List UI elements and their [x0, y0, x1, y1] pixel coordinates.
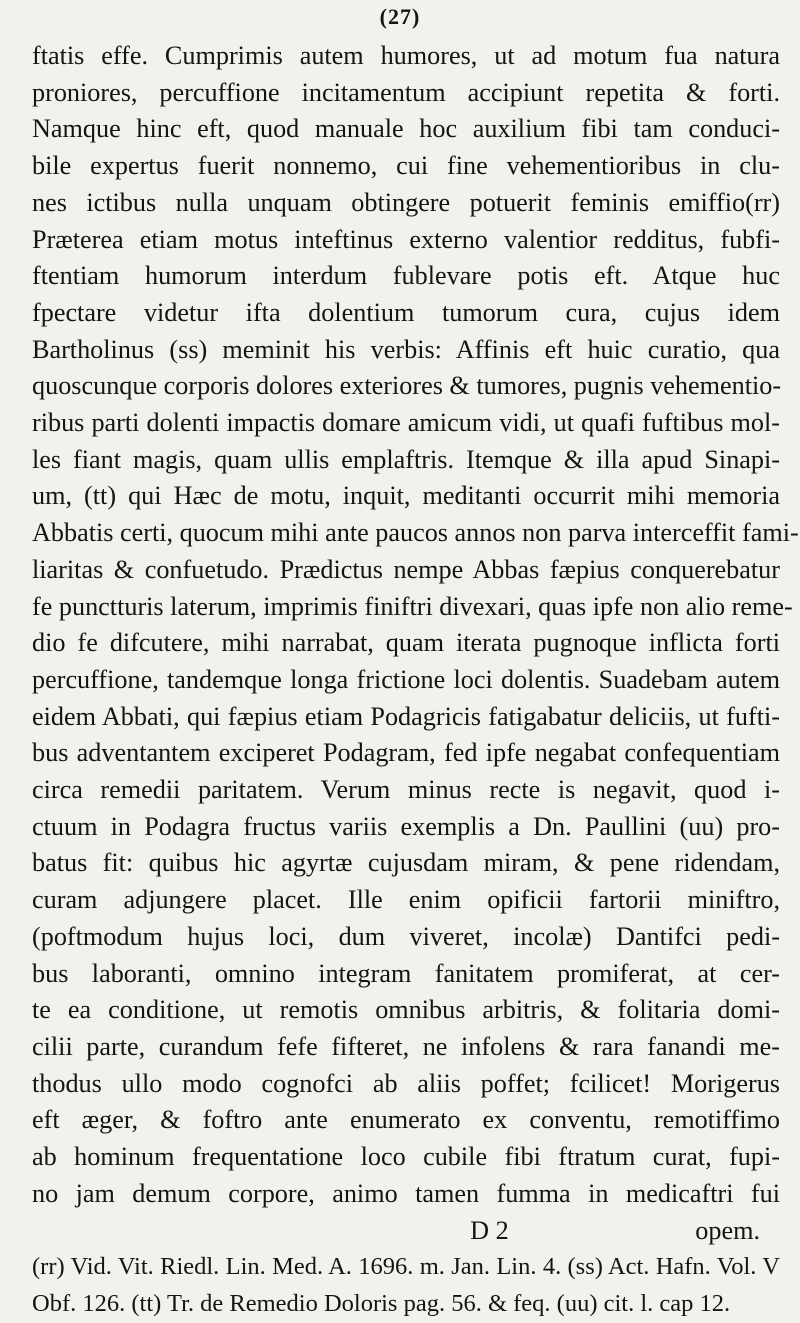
text-line: proniores, percuffione incitamentum accipiunt repetita & forti. [32, 77, 780, 107]
text-line: bus laboranti, omnino integram fanitatem promiferat, at cer- [32, 958, 780, 988]
text-line: les fiant magis, quam ullis emplaftris. Itemque & illa apud Sinapi- [32, 444, 780, 474]
signature-mark: D 2 [470, 1215, 509, 1245]
text-line: batus fit: quibus hic agyrtæ cujusdam miram, & pene ridendam, [32, 848, 780, 878]
body-text [32, 38, 799, 1323]
text-line: eidem Abbati, qui fæpius etiam Podagricis fatigabatur deliciis, ut fufti- [32, 701, 780, 731]
text-line: liaritas & confuetudo. Prædictus nempe Abbas fæpius conquerebatur [32, 554, 780, 584]
footnote: (rr) Vid. Vit. Riedl. Lin. Med. A. 1696. m. Jan. Lin. 4. (ss) Act. Hafn. Vol. V [32, 1253, 780, 1281]
text-line: thodus ullo modo cognofci ab aliis poffet; fcilicet! Morigerus [32, 1068, 780, 1098]
text-line: no jam demum corpore, animo tamen fumma in medicaftri fui [32, 1178, 780, 1208]
text-line: fpectare videtur ifta dolentium tumorum cura, cujus idem [32, 297, 780, 327]
text-line: Abbatis certi, quocum mihi ante paucos annos non parva interceffit fami- [32, 518, 799, 548]
text-line: percuffione, tandemque longa frictione loci dolentis. Suadebam autem [32, 664, 780, 694]
text-line: circa remedii paritatem. Verum minus recte is negavit, quod i- [32, 775, 780, 805]
signature-line [32, 1213, 780, 1250]
text-line: te ea conditione, ut remotis omnibus arbitris, & folitaria domi- [32, 995, 780, 1025]
text-line: curam adjungere placet. Ille enim opificii fartorii miniftro, [32, 885, 780, 915]
text-line: Præterea etiam motus inteftinus externo valentior redditus, fubfi- [32, 224, 780, 254]
text-line: ftatis effe. Cumprimis autem humores, ut ad motum fua natura [32, 41, 780, 70]
catchword: opem. [695, 1215, 760, 1245]
text-line: ribus parti dolenti impactis domare amicum vidi, ut quafi fuftibus mol- [32, 408, 780, 438]
text-line: Bartholinus (ss) meminit his verbis: Affinis eft huic curatio, qua [32, 334, 780, 364]
text-line: bile expertus fuerit nonnemo, cui fine vehementioribus in clu- [32, 151, 780, 181]
text-line: dio fe difcutere, mihi narrabat, quam iterata pugnoque inflicta forti [32, 628, 780, 658]
text-line: ctuum in Podagra fructus variis exemplis a Dn. Paullini (uu) pro- [32, 811, 780, 841]
text-line: eft æger, & foftro ante enumerato ex conventu, remotiffimo [32, 1105, 780, 1135]
text-line: um, (tt) qui Hæc de motu, inquit, meditanti occurrit mihi memoria [32, 481, 780, 511]
text-line: fe punctturis laterum, imprimis finiftri divexari, quas ipfe non alio reme- [32, 591, 793, 621]
page-number: (27) [379, 4, 421, 29]
text-line: nes ictibus nulla unquam obtingere potuerit feminis emiffio(rr) [32, 187, 780, 217]
text-line: cilii parte, curandum fefe fifteret, ne infolens & rara fanandi me- [32, 1031, 780, 1061]
text-line: bus adventantem exciperet Podagram, fed ipfe negabat confequentiam [32, 738, 780, 768]
text-line: Namque hinc eft, quod manuale hoc auxilium fibi tam conduci- [32, 114, 780, 144]
text-line: (poftmodum hujus loci, dum viveret, incolæ) Dantifci pedi- [32, 921, 780, 951]
footnote: Obf. 126. (tt) Tr. de Remedio Doloris pag. 56. & feq. (uu) cit. l. cap 12. [32, 1289, 731, 1317]
text-line: ftentiam humorum interdum fublevare potis eft. Atque huc [32, 261, 780, 291]
text-line: ab hominum frequentatione loco cubile fibi ftratum curat, fupi- [32, 1142, 780, 1172]
text-line: quoscunque corporis dolores exteriores & tumores, pugnis vehementio- [32, 371, 782, 401]
